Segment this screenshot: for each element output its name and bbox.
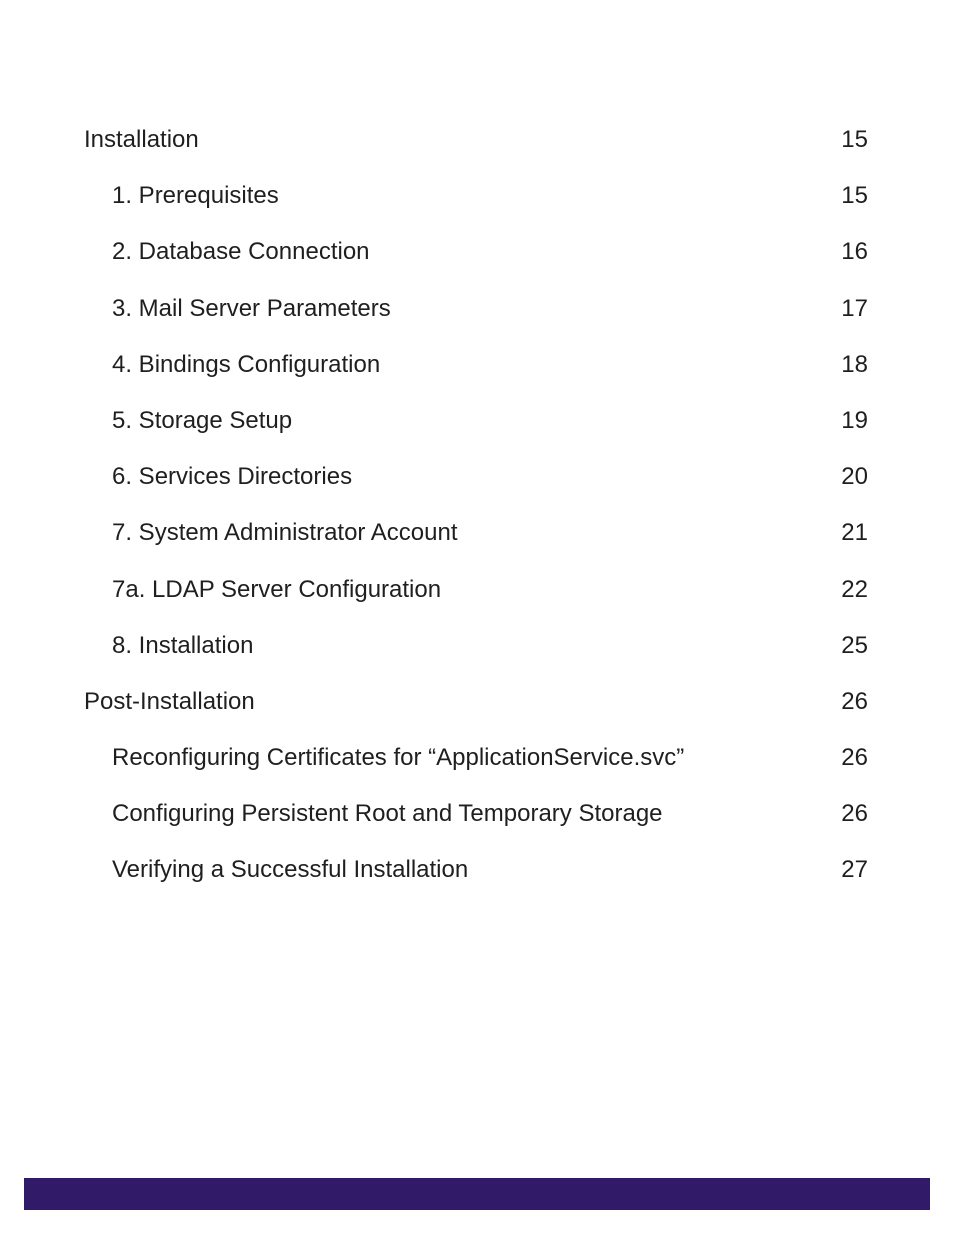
toc-entry-page-number: 25: [841, 631, 868, 659]
toc-entry-configuring-persistent-root[interactable]: [0, 786, 954, 842]
toc-entry-title: Installation: [84, 126, 199, 153]
toc-entry-title: 4. Bindings Configuration: [112, 350, 381, 378]
toc-entry-title: 5. Storage Setup: [112, 406, 293, 434]
toc-entry-page-number: 18: [841, 350, 868, 378]
toc-entry-title: Verifying a Successful Installation: [112, 856, 469, 884]
toc-entry-mail-server-parameters[interactable]: [0, 281, 954, 337]
toc-entry-database-connection[interactable]: [0, 224, 954, 280]
toc-entry-title: Configuring Persistent Root and Temporary Storage: [112, 800, 663, 828]
toc-entry-page-number: 19: [841, 406, 868, 434]
toc-entry-ldap-server-configuration[interactable]: [0, 562, 954, 618]
toc-entry-title: 8. Installation: [112, 631, 254, 659]
toc-entry-installation-step[interactable]: [0, 618, 954, 674]
toc-entry-page-number: 27: [841, 856, 868, 884]
toc-entry-title: 2. Database Connection: [112, 238, 370, 266]
toc-entry-page-number: 22: [841, 575, 868, 603]
toc-entry-page-number: 15: [841, 182, 868, 210]
toc-entry-page-number: 16: [841, 238, 868, 266]
toc-entry-prerequisites[interactable]: [0, 168, 954, 224]
toc-entry-page-number: 26: [841, 687, 868, 715]
toc-entry-page-number: 21: [841, 519, 868, 547]
toc-entry-post-installation[interactable]: [0, 674, 954, 730]
toc-entry-reconfiguring-certificates[interactable]: [0, 730, 954, 786]
footer-bar: [24, 1178, 930, 1210]
toc-entry-title: Post-Installation: [84, 687, 255, 715]
toc-entry-services-directories[interactable]: [0, 449, 954, 505]
toc-entry-title: 7a. LDAP Server Configuration: [112, 575, 442, 603]
toc-entry-page-number: 15: [841, 126, 868, 153]
toc-entry-page-number: 26: [841, 800, 868, 828]
toc-entry-title: 1. Prerequisites: [112, 182, 279, 210]
toc-entry-page-number: 20: [841, 463, 868, 491]
toc-entry-page-number: 26: [841, 744, 868, 772]
table-of-contents: [0, 112, 954, 899]
toc-entry-storage-setup[interactable]: [0, 393, 954, 449]
toc-entry-title: 6. Services Directories: [112, 463, 353, 491]
toc-entry-title: 7. System Administrator Account: [112, 519, 458, 547]
toc-entry-title: 3. Mail Server Parameters: [112, 294, 391, 322]
toc-entry-verifying-installation[interactable]: [0, 842, 954, 898]
toc-entry-title: Reconfiguring Certificates for “ApplicationService.svc”: [112, 744, 685, 772]
toc-entry-bindings-configuration[interactable]: [0, 337, 954, 393]
toc-entry-installation[interactable]: [0, 112, 954, 168]
toc-entry-system-administrator-account[interactable]: [0, 505, 954, 561]
toc-entry-page-number: 17: [841, 294, 868, 322]
